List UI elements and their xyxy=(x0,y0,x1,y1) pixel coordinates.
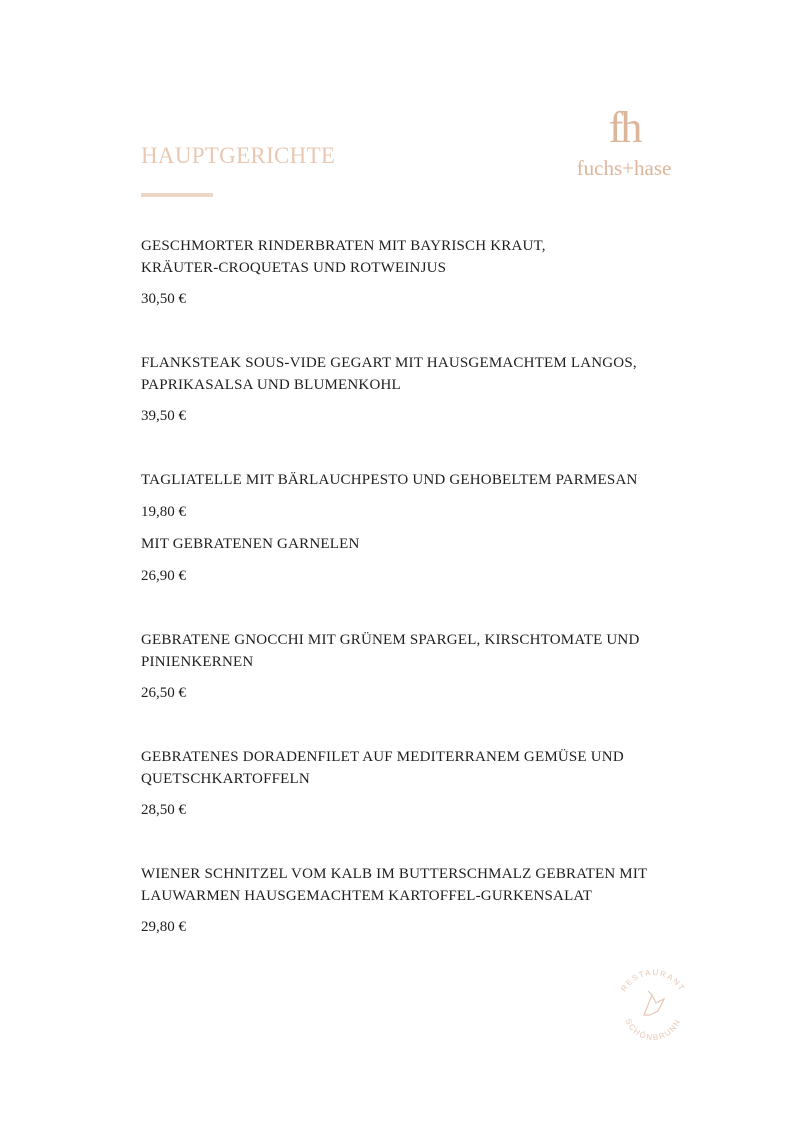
restaurant-stamp xyxy=(612,965,694,1047)
menu-item-price: 30,50 € xyxy=(141,291,186,307)
menu-item-price: 29,80 € xyxy=(141,919,186,935)
fox-icon xyxy=(644,991,664,1015)
menu-item-addon-price: 26,90 € xyxy=(141,568,186,584)
menu-item-price: 28,50 € xyxy=(141,802,186,818)
stamp-top-text: RESTAURANT xyxy=(619,967,687,994)
menu-item-price: 26,50 € xyxy=(141,685,186,701)
title-underline xyxy=(141,193,213,197)
menu-item-name: GESCHMORTER RINDERBRATEN MIT BAYRISCH KRAUT, KRÄUTER-CROQUETAS UND ROTWEINJUS xyxy=(141,238,546,276)
logo-monogram: fh xyxy=(608,103,640,152)
logo-wordmark: fuchs+hase xyxy=(576,156,672,180)
stamp-bottom-text: SCHÖNBRUNN xyxy=(623,1017,683,1043)
menu-item-price: 39,50 € xyxy=(141,408,186,424)
menu-item-name: GEBRATENE GNOCCHI MIT GRÜNEM SPARGEL, KIRSCHTOMATE UND PINIENKERNEN xyxy=(141,632,640,670)
page-title: HAUPTGERICHTE xyxy=(141,143,336,168)
menu-item-name: TAGLIATELLE MIT BÄRLAUCHPESTO UND GEHOBELTEM PARMESAN xyxy=(141,472,638,488)
menu-item-name: GEBRATENES DORADENFILET AUF MEDITERRANEM GEMÜSE UND QUETSCHKARTOFFELN xyxy=(141,749,624,787)
menu-item-name: WIENER SCHNITZEL VOM KALB IM BUTTERSCHMALZ GEBRATEN MIT LAUWARMEN HAUSGEMACHTEM KARTOFFEL-GURKENSALAT xyxy=(141,866,648,904)
restaurant-logo xyxy=(566,105,682,187)
menu-item-price: 19,80 € xyxy=(141,504,186,520)
menu-item-name: FLANKSTEAK SOUS-VIDE GEGART MIT HAUSGEMACHTEM LANGOS, PAPRIKASALSA UND BLUMENKOHL xyxy=(141,355,637,393)
menu-item-addon: MIT GEBRATENEN GARNELEN xyxy=(141,536,360,552)
